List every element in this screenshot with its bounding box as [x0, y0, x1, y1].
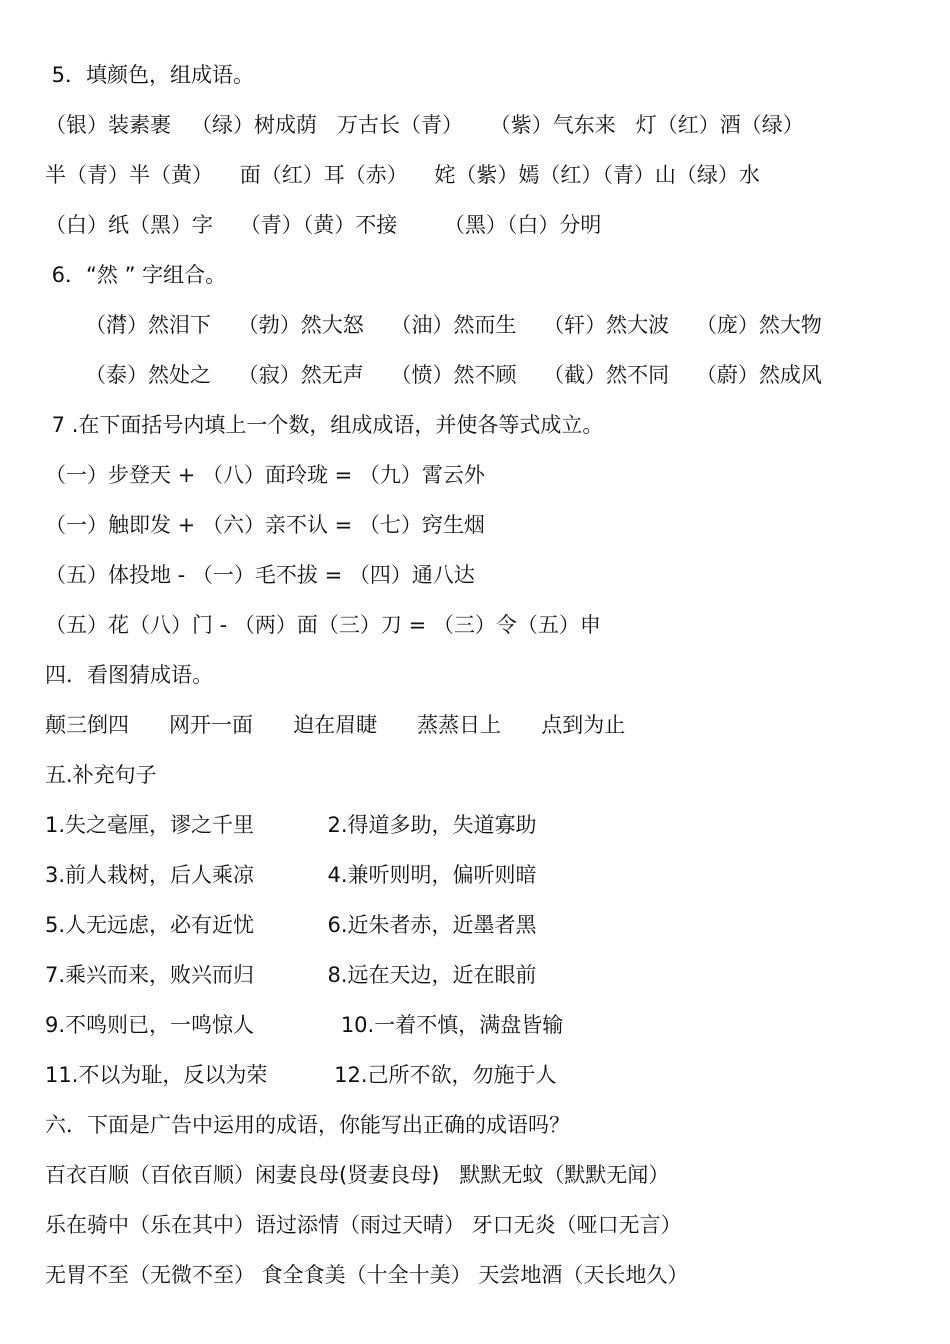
- text-line: 无胃不至（无微不至） 食全食美（十全十美） 天尝地酒（天长地久）: [45, 1263, 689, 1287]
- text-line: 百衣百顺（百依百顺）闲妻良母(贤妻良母) 默默无蚊（默默无闻）: [45, 1163, 670, 1187]
- text-line: 乐在骑中（乐在其中）语过添情（雨过天晴） 牙口无炎（哑口无言）: [45, 1213, 682, 1237]
- section-5-heading: 5．填颜色，组成语。: [45, 63, 255, 87]
- text-line: 9.不鸣则已，一鸣惊人 10.一着不慎，满盘皆输: [45, 1013, 564, 1037]
- equation-line: （五）体投地 - （一）毛不拔 = （四）通八达: [45, 563, 475, 587]
- text-line: 11.不以为耻，反以为荣 12.己所不欲，勿施于人: [45, 1063, 557, 1087]
- equation-line: （一）触即发 + （六）亲不认 = （七）窍生烟: [45, 513, 485, 537]
- text-line: （银）装素裹 （绿）树成荫 万古长（青） （紫）气东来 灯（红）酒（绿）: [45, 113, 804, 137]
- text-line: 5.人无远虑，必有近忧 6.近朱者赤，近墨者黑: [45, 913, 537, 937]
- text-line: （白）纸（黑）字 （青）（黄）不接 （黑）（白）分明: [45, 213, 602, 237]
- equation-line: （一）步登天 + （八）面玲珑 = （九）霄云外: [45, 463, 485, 487]
- section-6-heading: 6．“然 ” 字组合。: [45, 263, 227, 287]
- text-line: 1.失之毫厘，谬之千里 2.得道多助，失道寡助: [45, 813, 537, 837]
- section-7-heading: 7 .在下面括号内填上一个数，组成成语，并使各等式成立。: [45, 413, 604, 437]
- text-line: 3.前人栽树，后人乘凉 4.兼听则明，偏听则暗: [45, 863, 537, 887]
- text-line: 半（青）半（黄） 面（红）耳（赤） 姹（紫）嫣（红）（青）山（绿）水: [45, 163, 760, 187]
- text-line: 7.乘兴而来，败兴而归 8.远在天边，近在眼前: [45, 963, 537, 987]
- text-line: （潸）然泪下 （勃）然大怒 （油）然而生 （轩）然大波 （庞）然大物: [45, 313, 822, 337]
- section-6b-heading: 六．下面是广告中运用的成语，你能写出正确的成语吗？: [45, 1113, 570, 1137]
- equation-line: （五）花（八）门 - （两）面（三）刀 = （三）令（五）申: [45, 613, 601, 637]
- section-4-heading: 四．看图猜成语。: [45, 663, 213, 687]
- text-line: （泰）然处之 （寂）然无声 （愤）然不顾 （截）然不同 （蔚）然成风: [45, 363, 822, 387]
- section-5b-heading: 五.补充句子: [45, 763, 157, 787]
- text-line: 颠三倒四 网开一面 迫在眉睫 蒸蒸日上 点到为止: [45, 713, 626, 737]
